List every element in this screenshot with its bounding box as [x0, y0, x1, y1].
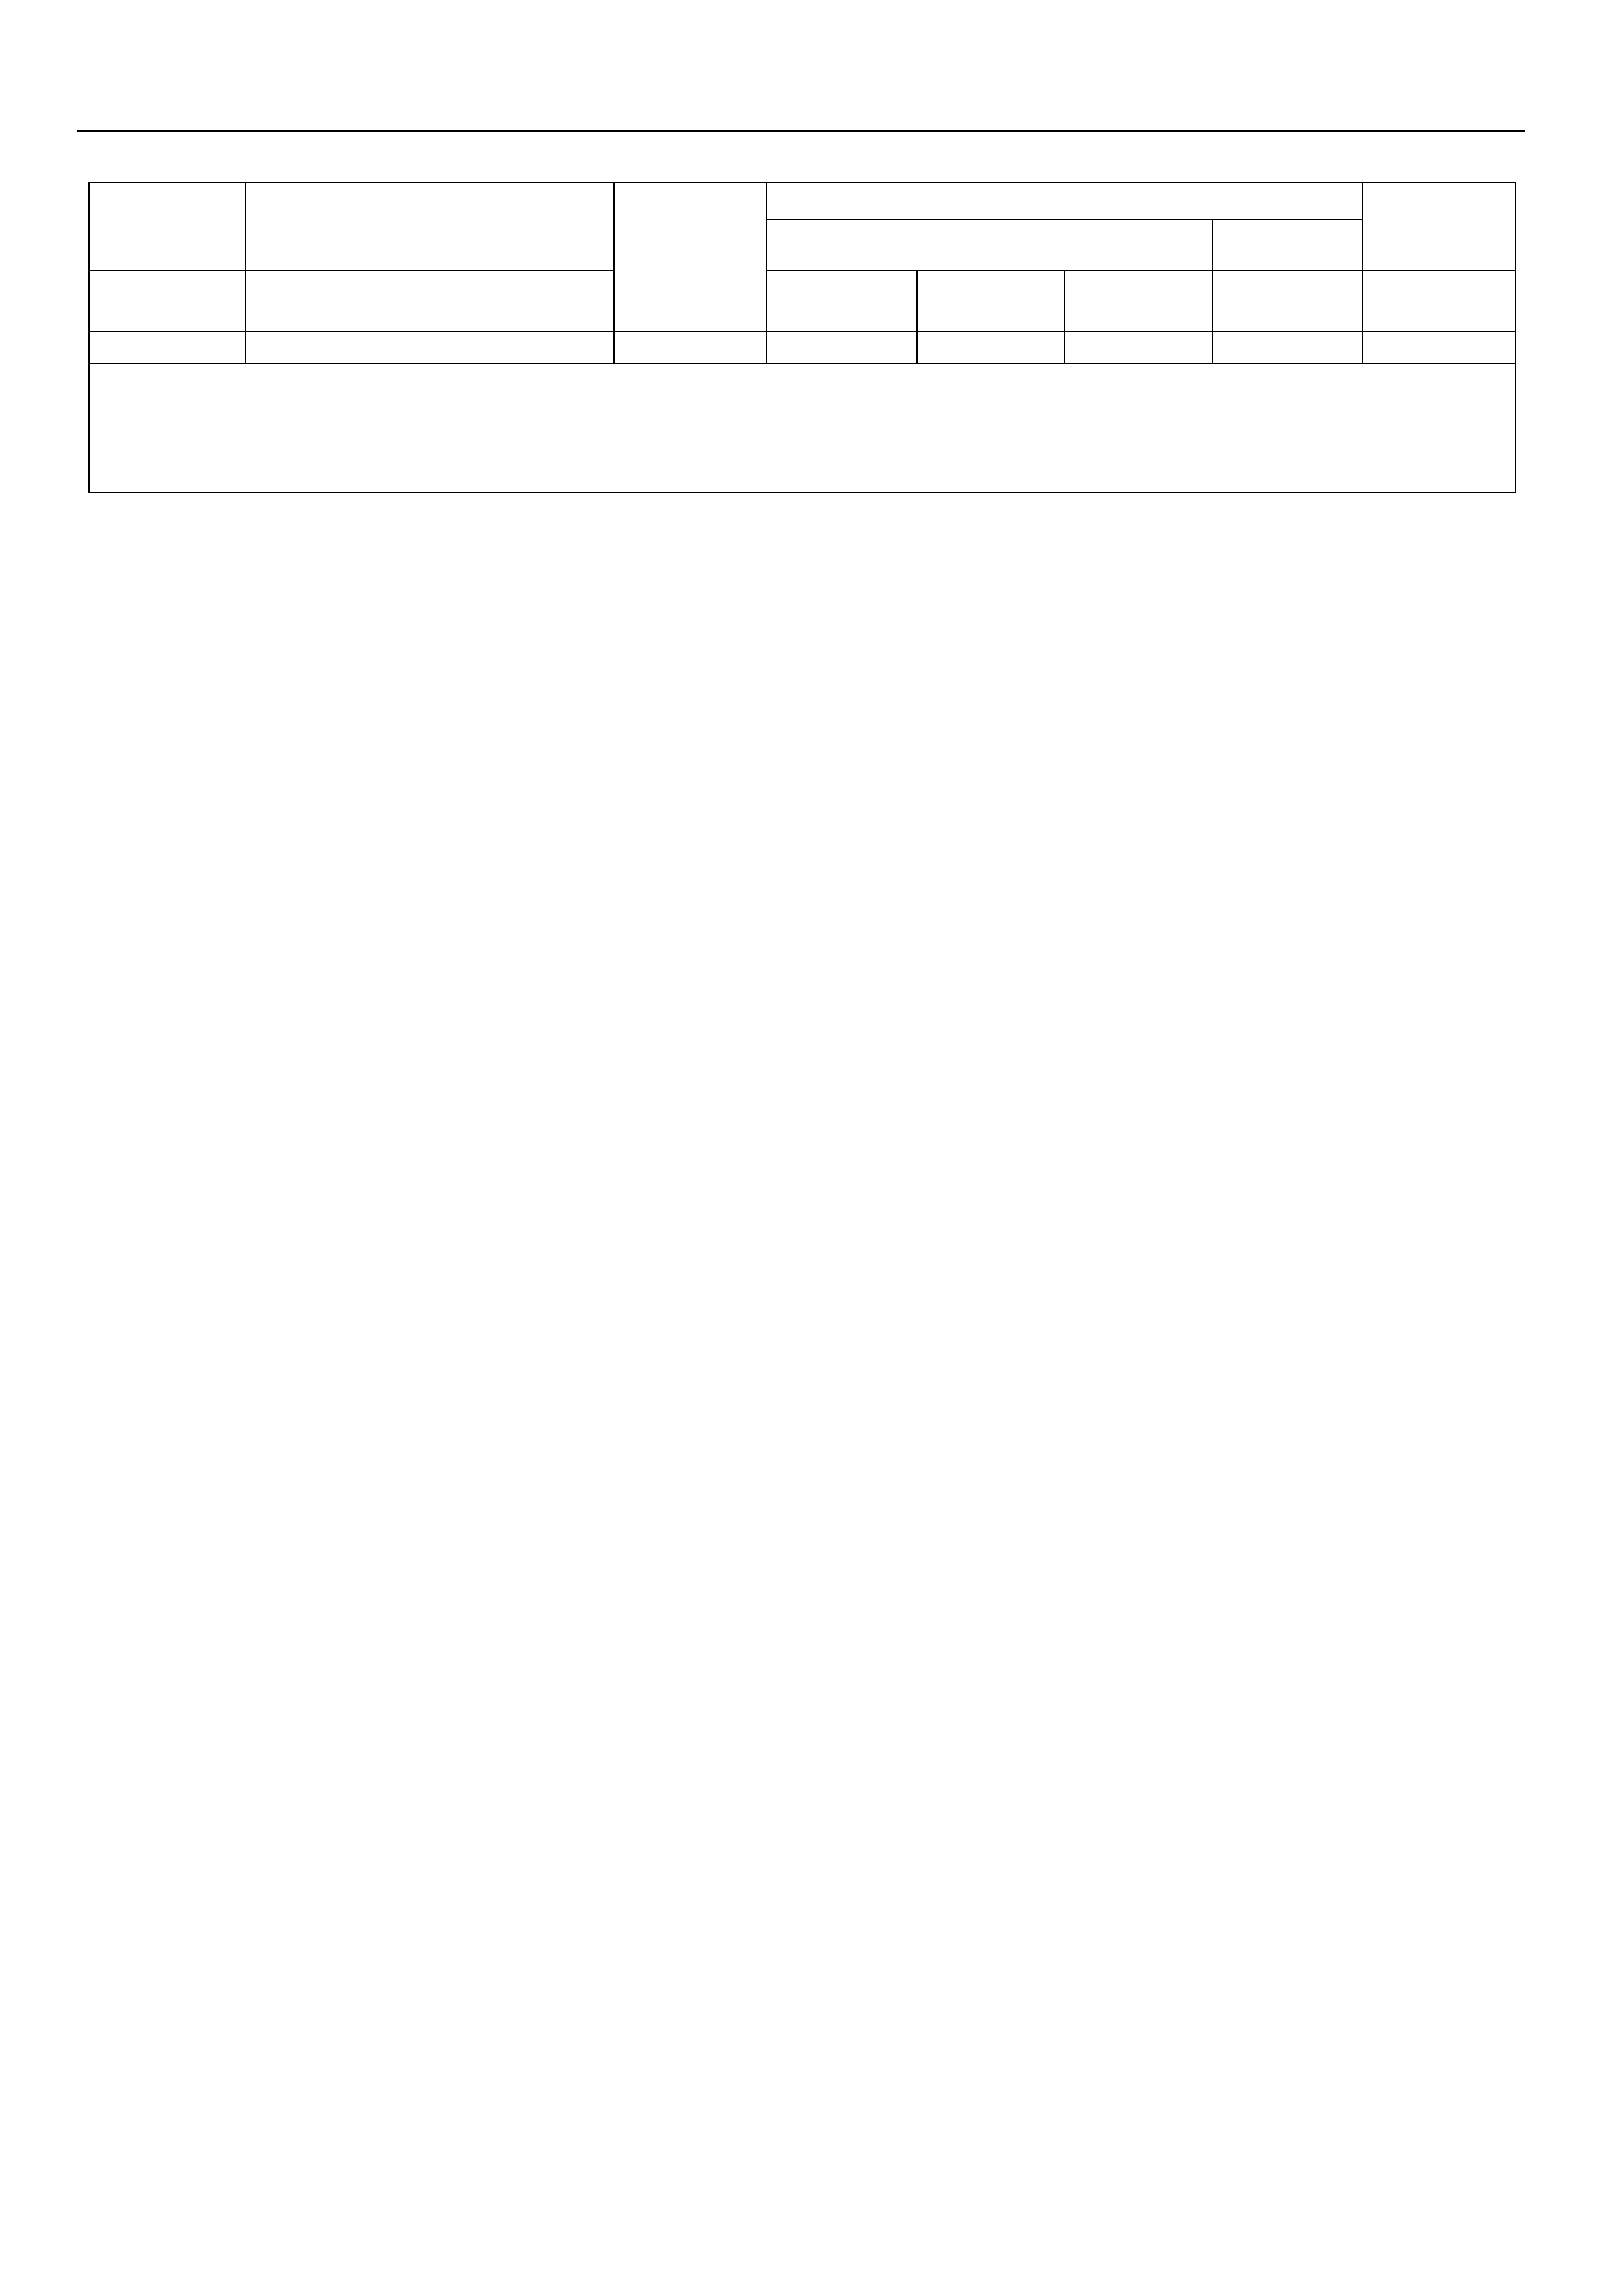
col-rate-numbers: [89, 183, 245, 270]
table-header: [89, 183, 1516, 363]
rates-table: [88, 182, 1516, 493]
col-machinist-pay: [1065, 270, 1213, 332]
col-work-name: [245, 183, 614, 270]
col-equipment-mass: [1363, 270, 1516, 332]
header-divider: [77, 130, 1525, 132]
col-number: [917, 332, 1065, 363]
col-total: [917, 270, 1065, 332]
col-in-that-number: [766, 183, 1363, 219]
table-title-cell: [89, 363, 1516, 493]
col-number: [614, 332, 766, 363]
col-number: [89, 332, 245, 363]
col-number: [766, 332, 917, 363]
col-labor-costs: [1363, 183, 1516, 270]
table-caption-block: [89, 363, 1516, 493]
col-material-names: [245, 270, 614, 332]
column-numbers-row: [89, 332, 1516, 363]
col-number: [245, 332, 614, 363]
col-worker-pay: [766, 270, 917, 332]
col-machine-operation: [766, 219, 1213, 270]
col-direct-costs: [614, 183, 766, 332]
col-number: [1065, 332, 1213, 363]
col-number: [1213, 332, 1363, 363]
col-number: [1363, 332, 1516, 363]
col-unaccounted-materials: [1213, 270, 1363, 332]
col-materials: [1213, 219, 1363, 270]
col-material-codes: [89, 270, 245, 332]
